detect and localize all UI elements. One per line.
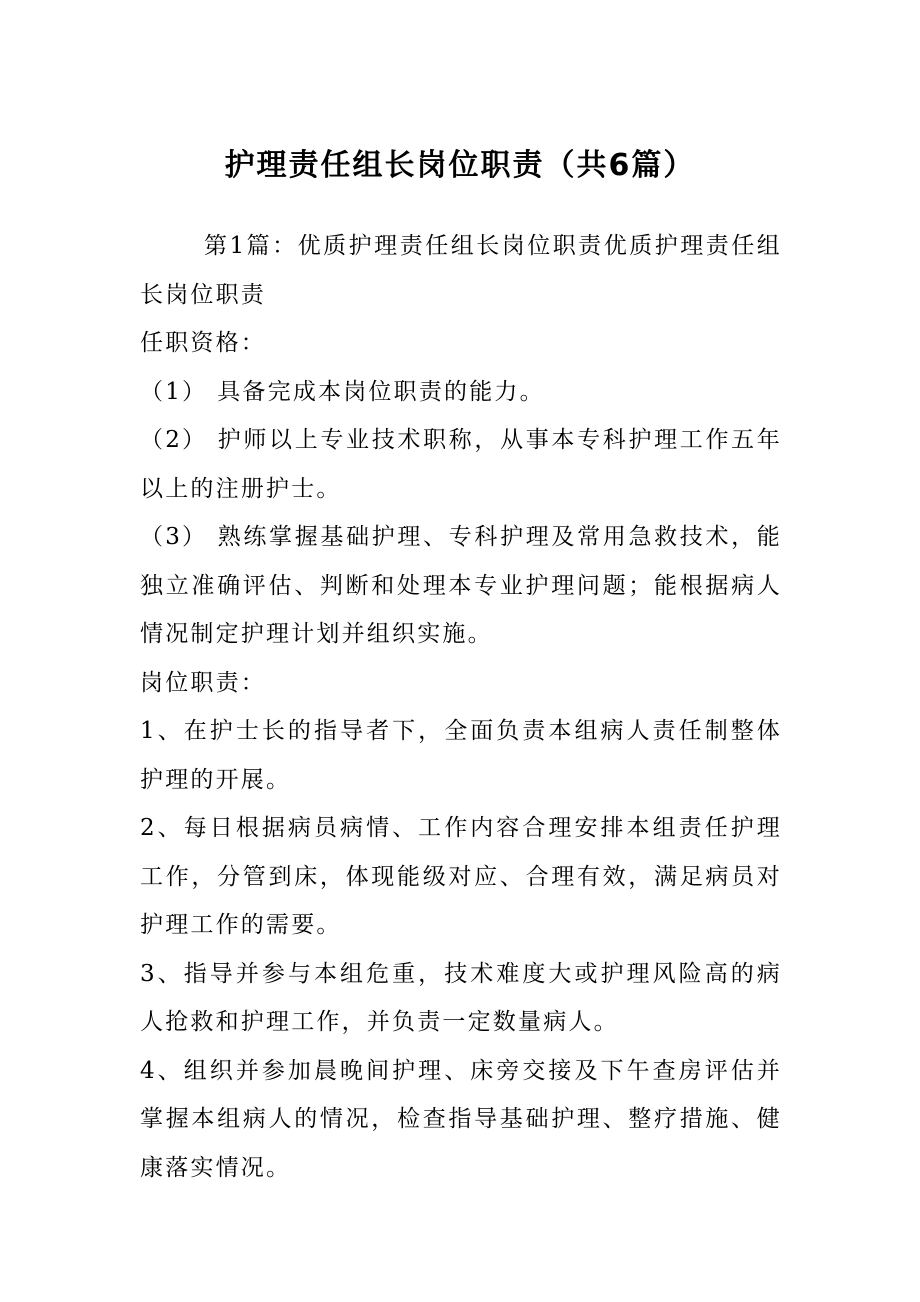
qualification-text: 护师以上专业技术职称，从事本专科护理工作五年以上的注册护士。	[140, 427, 782, 502]
duty-item: 2、每日根据病员病情、工作内容合理安排本组责任护理工作，分管到床，体现能级对应、合理有效，满足病员对护理工作的需要。	[140, 815, 782, 938]
qualification-item	[140, 513, 782, 659]
qualification-number: （2）	[140, 427, 208, 453]
duties-heading: 岗位职责：	[140, 669, 266, 696]
qualification-text: 具备完成本岗位职责的能力。	[217, 378, 545, 405]
qualification-item	[140, 368, 782, 417]
document-body	[140, 222, 782, 1192]
qualification-number: （1）	[140, 378, 208, 405]
qualifications-heading: 任职资格：	[140, 330, 266, 356]
intro-paragraph: 第1篇：优质护理责任组长岗位职责优质护理责任组长岗位职责	[140, 233, 782, 308]
qualification-number: （3）	[140, 524, 208, 550]
qualification-item	[140, 416, 782, 513]
document-title: 护理责任组长岗位职责（共6篇）	[224, 148, 696, 183]
qualification-text: 熟练掌握基础护理、专科护理及常用急救技术，能独立准确评估、判断和处理本专业护理问题；能根据病人情况制定护理计划并组织实施。	[140, 524, 782, 647]
duty-item: 3、指导并参与本组危重，技术难度大或护理风险高的病人抢救和护理工作，并负责一定数量病人。	[140, 960, 782, 1035]
duty-item: 4、组织并参加晨晚间护理、床旁交接及下午查房评估并掌握本组病人的情况，检查指导基础护理、整疗措施、健康落实情况。	[140, 1057, 782, 1181]
duty-item: 1、在护士长的指导者下，全面负责本组病人责任制整体护理的开展。	[140, 718, 782, 793]
